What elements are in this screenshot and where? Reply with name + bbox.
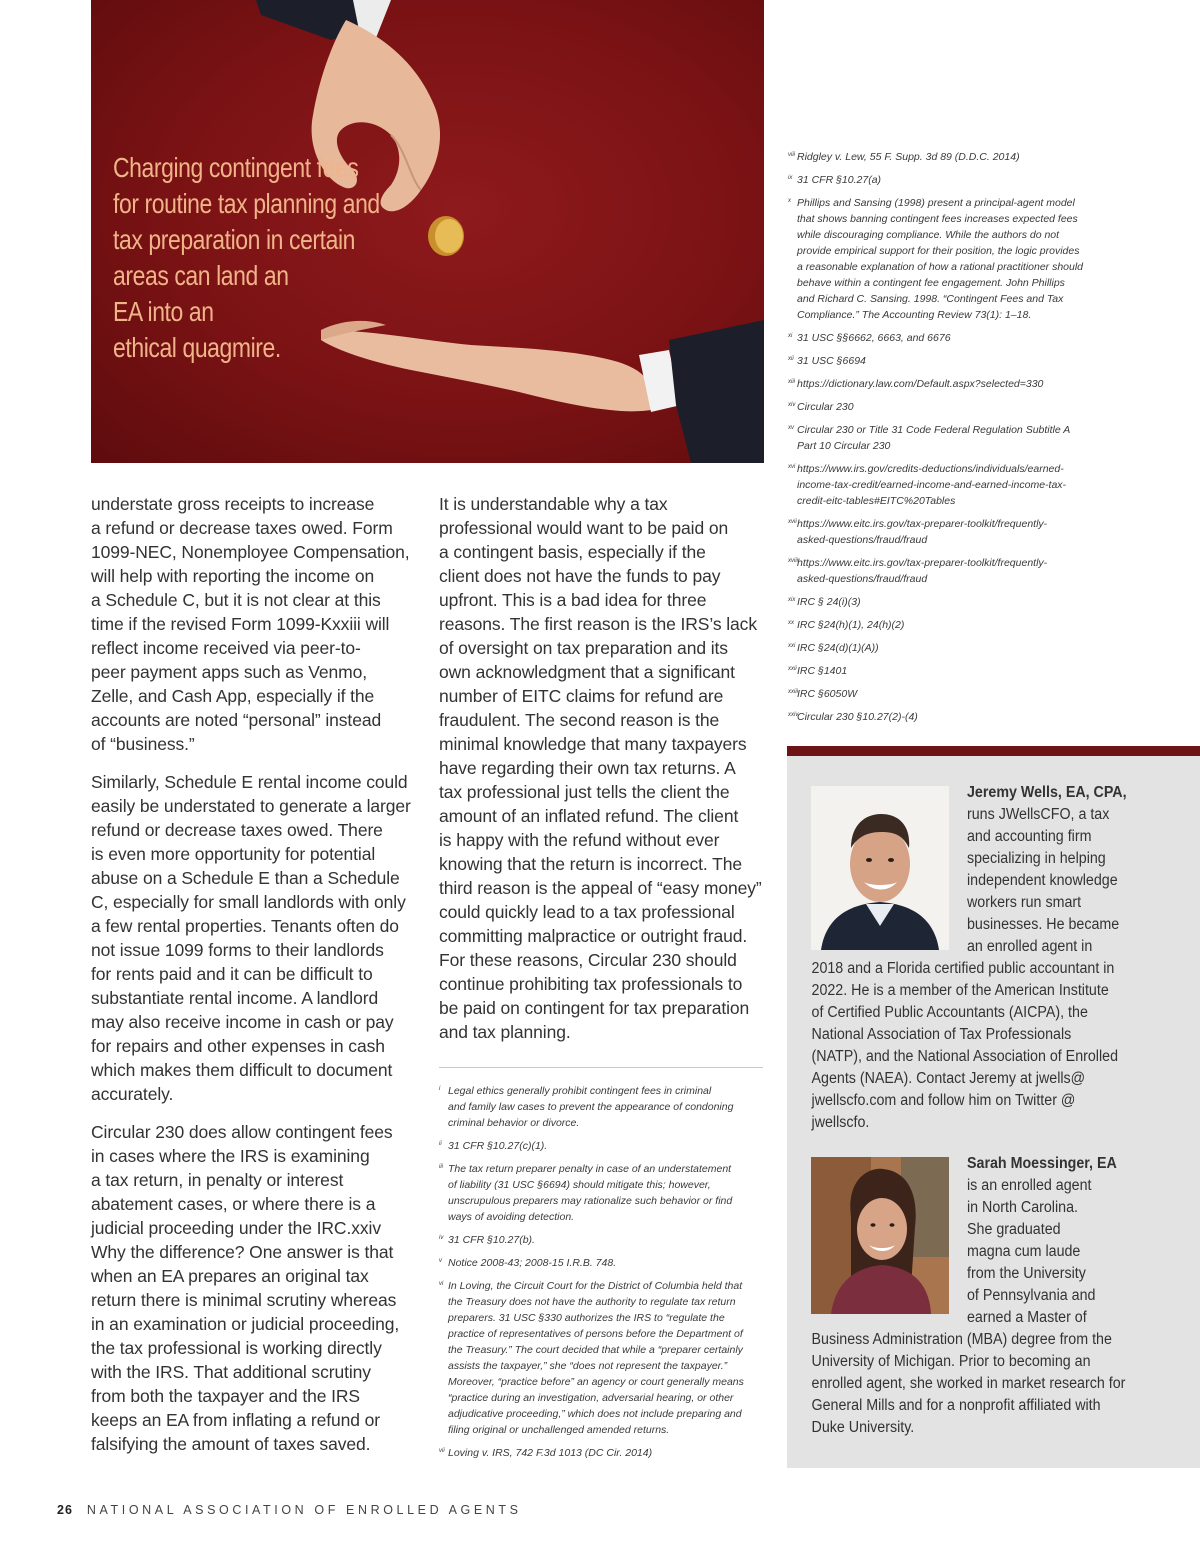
footnote-mark: x [788, 198, 791, 204]
bio-line: in North Carolina. [967, 1199, 1078, 1216]
footnote-line: IRC §6050W [797, 688, 858, 700]
body-paragraph [91, 492, 421, 756]
body-line: professional would want to be paid on [439, 518, 729, 538]
pull-quote-line: ethical quagmire. [113, 332, 281, 363]
footnote-mark: xv [788, 425, 794, 431]
body-line: return there is minimal scrutiny whereas [91, 1290, 397, 1310]
body-line: could quickly lead to a tax professional [439, 902, 735, 922]
footnote-line: 31 USC §§6662, 6663, and 6676 [797, 332, 951, 344]
footnote-mark: xxi [788, 643, 796, 649]
footnote-line: Notice 2008-43; 2008-15 I.R.B. 748. [448, 1257, 617, 1269]
body-line: time if the revised Form 1099-Kxxiii will [91, 614, 390, 634]
body-line: For these reasons, Circular 230 should [439, 950, 737, 970]
bio-line: runs JWellsCFO, a tax [967, 806, 1110, 823]
body-line: reflect income received via peer-to- [91, 638, 361, 658]
footnote-line: unscrupulous preparers may rationalize such behavior or find [448, 1195, 733, 1207]
footnote-line: Legal ethics generally prohibit contingent fees in criminal [448, 1085, 712, 1097]
body-line: will help with reporting the income on [91, 566, 375, 586]
footnote-line: Phillips and Sansing (1998) present a principal-agent model [797, 197, 1075, 209]
body-line: a tax return, in penalty or interest [91, 1170, 344, 1190]
body-line: Circular 230 does allow contingent fees [91, 1122, 393, 1142]
pull-quote-line: areas can land an [113, 260, 289, 291]
bio-line: Business Administration (MBA) degree from the [811, 1331, 1112, 1348]
body-line: Zelle, and Cash App, especially if the [91, 686, 375, 706]
body-line: is happy with the refund without ever [439, 830, 720, 850]
footnote-mark: xviii [788, 558, 798, 564]
footnote-line: The tax return preparer penalty in case of an understatement [448, 1163, 732, 1175]
footnote [788, 663, 1118, 679]
footnote [788, 594, 1118, 610]
footnote-line: income-tax-credit/earned-income-and-earned-income-tax- [797, 479, 1067, 491]
author-photo-jeremy [811, 786, 949, 950]
footnote [439, 1445, 764, 1461]
footnote-line: assists the taxpayer,” she “does not represent the taxpayer.” [448, 1360, 728, 1372]
footnote-mark: xix [788, 597, 796, 603]
footnote-line: https://www.eitc.irs.gov/tax-preparer-toolkit/frequently- [797, 557, 1048, 569]
bio-line: businesses. He became [967, 916, 1120, 933]
footnote-line: IRC § 24(i)(3) [797, 596, 861, 608]
footnote-line: the Treasury.” The court decided that while a “preparer certainly [448, 1344, 743, 1356]
body-line: upfront. This is a bad idea for three [439, 590, 707, 610]
footnote-line: asked-questions/fraud/fraud [797, 573, 928, 585]
footnote-line: of liability (31 USC §6694) should mitigate this; however, [448, 1179, 711, 1191]
footnote-line: Ridgley v. Lew, 55 F. Supp. 3d 89 (D.D.C. 2014) [797, 151, 1020, 163]
footnote-mark: xiv [788, 402, 796, 408]
footnote-line: practice of representatives of persons before the Department of [448, 1328, 743, 1340]
footnote-line: IRC §1401 [797, 665, 848, 677]
footnote-line: criminal behavior or divorce. [448, 1117, 580, 1129]
footnote-mark: xi [788, 333, 793, 339]
body-line: peer payment apps such as Venmo, [91, 662, 367, 682]
bio-line: is an enrolled agent [967, 1177, 1092, 1194]
footnote [788, 422, 1118, 454]
body-line: accounts are noted “personal” instead [91, 710, 382, 730]
footnote [788, 555, 1118, 587]
publication-name: NATIONAL ASSOCIATION OF ENROLLED AGENTS [86, 1503, 522, 1517]
footnote-line: and family law cases to prevent the appearance of condoning [448, 1101, 734, 1113]
footnote-line: credit-eitc-tables#EITC%20Tables [797, 495, 956, 507]
bio-line: jwellscfo. [811, 1114, 870, 1131]
body-line: fraudulent. The second reason is the [439, 710, 720, 730]
footnote [788, 330, 1118, 346]
footnote-line: 31 CFR §10.27(b). [448, 1234, 535, 1246]
body-line: continue prohibiting tax professionals to [439, 974, 743, 994]
footnote-line: Circular 230 §10.27(2)-(4) [797, 711, 918, 723]
bio-jeremy [811, 782, 1127, 1134]
footnote [439, 1278, 764, 1438]
footnote [788, 686, 1118, 702]
footnote-line: Compliance.” The Accounting Review 73(1): 1–18. [797, 309, 1032, 321]
body-line: number of EITC claims for refund are [439, 686, 724, 706]
footnote-line: 31 CFR §10.27(c)(1). [448, 1140, 548, 1152]
footnote-line: a reasonable explanation of how a rational practitioner should [797, 261, 1084, 273]
footnote [788, 617, 1118, 633]
footnote-line: preparers. 31 USC §330 authorizes the IRS to “regulate the [448, 1312, 725, 1324]
footnote-mark: xvi [788, 464, 796, 470]
footnote [788, 149, 1118, 165]
body-line: of “business.” [91, 734, 195, 754]
footnote [439, 1083, 764, 1131]
body-line: and tax planning. [439, 1022, 571, 1042]
footnote-line: that shows banning contingent fees increases expected fees [797, 213, 1078, 225]
pull-quote-line: for routine tax planning and [113, 188, 380, 219]
pull-quote-line: EA into an [113, 296, 214, 327]
body-paragraph [91, 770, 421, 1106]
footnote [788, 376, 1118, 392]
footnote-mark: iv [439, 1235, 444, 1241]
body-line: a few rental properties. Tenants often do [91, 916, 399, 936]
body-line: abuse on a Schedule E than a Schedule [91, 868, 400, 888]
footnote-mark: ix [788, 175, 793, 181]
footnote [439, 1138, 764, 1154]
bio-line: She graduated [967, 1221, 1061, 1238]
bio-line: enrolled agent, she worked in market research for [811, 1375, 1126, 1392]
footnote [439, 1161, 764, 1225]
body-line: judicial proceeding under the IRC.xxiv [91, 1218, 381, 1238]
footnote-line: https://dictionary.law.com/Default.aspx?selected=330 [797, 378, 1044, 390]
body-line: in cases where the IRS is examining [91, 1146, 370, 1166]
footnote [439, 1255, 764, 1271]
footnote-line: IRC §24(d)(1)(A)) [797, 642, 879, 654]
footnote-line: and Richard C. Sansing. 1998. “Contingent Fees and Tax [797, 293, 1064, 305]
footnote-mark: viii [788, 152, 795, 158]
footnote [788, 461, 1118, 509]
footnote-mark: v [439, 1258, 442, 1264]
footnote-line: adjudicative proceeding,” which does not include preparing and [448, 1408, 742, 1420]
body-line: for rents paid and it can be difficult to [91, 964, 373, 984]
footnote-line: IRC §24(h)(1), 24(h)(2) [797, 619, 905, 631]
footnote-mark: xxii [788, 666, 797, 672]
body-line: abatement cases, or where there is a [91, 1194, 376, 1214]
body-line: which makes them difficult to document [91, 1060, 393, 1080]
bio-line: jwellscfo.com and follow him on Twitter @ [811, 1092, 1076, 1109]
bio-line: National Association of Tax Professionals [811, 1026, 1072, 1043]
bio-line: an enrolled agent in [967, 938, 1093, 955]
body-line: own acknowledgment that a significant [439, 662, 735, 682]
footnotes-bottom [439, 1083, 764, 1468]
body-line: be paid on contingent for tax preparation [439, 998, 750, 1018]
body-line: third reason is the appeal of “easy money” [439, 878, 762, 898]
body-line: Why the difference? One answer is that [91, 1242, 394, 1262]
bio-name: Sarah Moessinger, EA [967, 1155, 1117, 1172]
bio-line: magna cum laude [967, 1243, 1081, 1260]
body-line: may also receive income in cash or pay [91, 1012, 394, 1032]
body-paragraph [91, 1120, 421, 1456]
body-line: client does not have the funds to pay [439, 566, 721, 586]
body-paragraph [439, 492, 764, 1044]
footnote-line: filing original or unchallenged amended returns. [448, 1424, 670, 1436]
body-line: knowing that the return is incorrect. The [439, 854, 742, 874]
bio-line: from the University [967, 1265, 1086, 1282]
footnote [788, 172, 1118, 188]
page-number: 26 [57, 1503, 73, 1517]
footnote-mark: xxiv [788, 712, 799, 718]
body-column-1 [91, 492, 421, 1470]
footnote-line: behave within a contingent fee engagement. John Phillips [797, 277, 1065, 289]
body-line: It is understandable why a tax [439, 494, 668, 514]
footnote [788, 709, 1118, 725]
body-line: reasons. The first reason is the IRS’s lack [439, 614, 757, 634]
footnote-line: 31 USC §6694 [797, 355, 866, 367]
body-line: when an EA prepares an original tax [91, 1266, 369, 1286]
body-line: substantiate rental income. A landlord [91, 988, 379, 1008]
bio-sarah [811, 1153, 1126, 1439]
bio-line: of Certified Public Accountants (AICPA), the [811, 1004, 1088, 1021]
footnote [788, 640, 1118, 656]
bio-line: 2018 and a Florida certified public accountant in [811, 960, 1115, 977]
bio-line: 2022. He is a member of the American Institute [811, 982, 1109, 999]
pull-quote-line: Charging contingent fees [113, 152, 359, 183]
bio-line: University of Michigan. Prior to becoming an [811, 1353, 1091, 1370]
footnote-mark: xx [788, 620, 794, 626]
footnote [788, 353, 1118, 369]
footnote-line: In Loving, the Circuit Court for the District of Columbia held that [448, 1280, 743, 1292]
footnote [788, 516, 1118, 548]
hero-illustration [91, 0, 764, 463]
footnote-line: while discouraging compliance. While the authors do not [797, 229, 1060, 241]
body-line: amount of an inflated refund. The client [439, 806, 739, 826]
body-line: from both the taxpayer and the IRS [91, 1386, 360, 1406]
body-line: refund or decrease taxes owed. There [91, 820, 383, 840]
footnote-line: ways of avoiding detection. [448, 1211, 575, 1223]
footnote-line: Circular 230 [797, 401, 854, 413]
footnote-line: https://www.irs.gov/credits-deductions/individuals/earned- [797, 463, 1064, 475]
footnote-line: “practice during an investigation, adversarial hearing, or other [448, 1392, 734, 1404]
bio-name: Jeremy Wells, EA, CPA, [967, 784, 1127, 801]
bio-line: Duke University. [811, 1419, 915, 1436]
body-line: understate gross receipts to increase [91, 494, 375, 514]
page-footer [57, 1503, 522, 1517]
bio-line: General Mills and for a nonprofit affiliated with [811, 1397, 1101, 1414]
body-line: easily be understated to generate a larger [91, 796, 411, 816]
body-line: of oversight on tax preparation and its [439, 638, 728, 658]
body-line: committing malpractice or outright fraud. [439, 926, 748, 946]
body-line: in an examination or judicial proceeding, [91, 1314, 400, 1334]
footnote-mark: i [439, 1086, 441, 1092]
pull-quote-line: tax preparation in certain [113, 224, 356, 255]
body-line: falsifying the amount of taxes saved. [91, 1434, 371, 1454]
footnote-line: Part 10 Circular 230 [797, 440, 891, 452]
bio-line: earned a Master of [967, 1309, 1087, 1326]
bio-line: independent knowledge [967, 872, 1118, 889]
body-line: minimal knowledge that many taxpayers [439, 734, 747, 754]
footnote-mark: xvii [788, 519, 797, 525]
body-line: for repairs and other expenses in cash [91, 1036, 385, 1056]
body-line: tax professional just tells the client the [439, 782, 730, 802]
author-photo-sarah [811, 1157, 949, 1314]
footnote [788, 399, 1118, 415]
footnote-line: 31 CFR §10.27(a) [797, 174, 882, 186]
footnote-mark: vii [439, 1448, 445, 1454]
footnote-mark: ii [439, 1141, 442, 1147]
body-line: the tax professional is working directly [91, 1338, 382, 1358]
bio-line: specializing in helping [967, 850, 1106, 867]
footnote-line: asked-questions/fraud/fraud [797, 534, 928, 546]
footnote-line: the Treasury does not have the authority to regulate tax return [448, 1296, 736, 1308]
body-line: a Schedule C, but it is not clear at this [91, 590, 381, 610]
footnote-line: Circular 230 or Title 31 Code Federal Regulation Subtitle A [797, 424, 1071, 436]
footnote-mark: xxiii [788, 689, 798, 695]
body-line: keeps an EA from inflating a refund or [91, 1410, 381, 1430]
body-line: not issue 1099 forms to their landlords [91, 940, 384, 960]
bio-line: Agents (NAEA). Contact Jeremy at jwells@ [811, 1070, 1086, 1087]
bio-line: of Pennsylvania and [967, 1287, 1096, 1304]
body-line: a refund or decrease taxes owed. Form [91, 518, 393, 538]
footnote-mark: xii [788, 356, 794, 362]
footnote-divider [439, 1067, 763, 1068]
body-line: with the IRS. That additional scrutiny [91, 1362, 371, 1382]
body-line: a contingent basis, especially if the [439, 542, 706, 562]
footnote-line: provide empirical support for their position, the logic provides [797, 245, 1080, 257]
bio-line: workers run smart [967, 894, 1082, 911]
body-line: C, especially for small landlords with only [91, 892, 406, 912]
pull-quote [113, 150, 380, 366]
bio-accent-bar [787, 746, 1200, 756]
footnote-line: Moreover, “practice before” an agency or court generally means [448, 1376, 744, 1388]
body-line: have regarding their own tax returns. A [439, 758, 736, 778]
body-line: accurately. [91, 1084, 174, 1104]
footnotes-top [788, 149, 1118, 732]
footnote-line: https://www.eitc.irs.gov/tax-preparer-toolkit/frequently- [797, 518, 1048, 530]
body-line: is even more opportunity for potential [91, 844, 376, 864]
footnote-mark: xiii [788, 379, 795, 385]
body-column-2 [439, 492, 764, 1058]
bio-line: (NATP), and the National Association of Enrolled [811, 1048, 1119, 1065]
bio-line: and accounting firm [967, 828, 1092, 845]
footnote-line: Loving v. IRS, 742 F.3d 1013 (DC Cir. 2014) [448, 1447, 653, 1459]
body-line: Similarly, Schedule E rental income could [91, 772, 408, 792]
body-line: 1099-NEC, Nonemployee Compensation, [91, 542, 410, 562]
footnote [439, 1232, 764, 1248]
footnote [788, 195, 1118, 323]
footnote-mark: iii [439, 1164, 443, 1170]
footnote-mark: vi [439, 1281, 444, 1287]
